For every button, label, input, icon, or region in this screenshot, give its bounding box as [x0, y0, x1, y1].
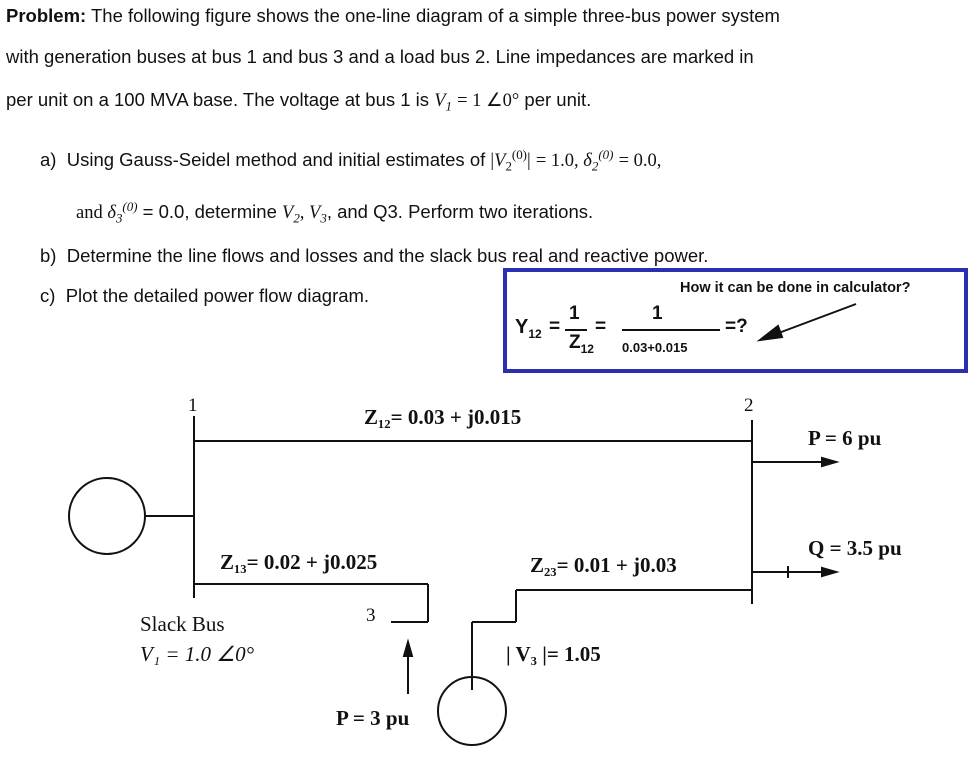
part-a-text-end: , and Q3. Perform two iterations.	[326, 201, 594, 222]
problem-label: Problem:	[6, 5, 87, 26]
load-p-label: P = 6 pu	[808, 426, 882, 450]
delta3-initial-value: = 0.0, determine	[137, 201, 283, 222]
p-gen-arrow-head	[404, 642, 412, 656]
load-q-label: Q = 3.5 pu	[808, 536, 902, 560]
z23-label: Z₂₃= 0.01 + j0.03	[530, 553, 677, 577]
equals-2: =	[595, 316, 607, 337]
z12-label: Z₁₂= 0.03 + j0.015	[364, 405, 522, 429]
part-a-and: and	[76, 203, 108, 223]
bus-3-label: 3	[366, 605, 376, 626]
slack-bus-label: Slack Bus	[140, 612, 225, 636]
delta2-initial-value: = 0.0,	[618, 151, 662, 171]
calculator-question: How it can be done in calculator?	[680, 280, 911, 296]
unknowns-v2-v3: $V_2$, $V_3$	[282, 203, 327, 226]
part-a-label: a)	[40, 149, 57, 170]
y12-symbol: $Y_{12}$	[515, 316, 542, 341]
v3-magnitude-label: | V₃ |= 1.05	[506, 642, 601, 666]
calculator-arrow-head	[760, 326, 782, 340]
v1-value: = 1 ∠0°	[457, 91, 520, 111]
numerator-1a: 1	[569, 303, 580, 324]
problem-text-3-end: per unit.	[519, 89, 592, 110]
part-b-text: Determine the line flows and losses and the slack bus real and reactive power.	[66, 245, 709, 266]
problem-text-3: per unit on a 100 MVA base. The voltage at bus 1 is	[6, 89, 435, 110]
bus-2-label: 2	[744, 395, 754, 416]
load-q-arrow-head	[822, 568, 836, 576]
slack-voltage-label: V₁ = 1.0 ∠0°	[140, 642, 255, 666]
v2-initial-value: = 1.0,	[535, 151, 584, 171]
delta2-initial: $\delta_2^{(0)}$	[583, 146, 614, 174]
problem-text-1: The following figure shows the one-line diagram of a simple three-bus power system	[91, 5, 780, 26]
delta3-initial: $\delta_3^{(0)}$	[107, 198, 138, 226]
equals-1: =	[549, 316, 561, 337]
part-c-text: Plot the detailed power flow diagram.	[65, 285, 370, 306]
numerator-1b: 1	[652, 303, 663, 324]
z12-symbol: $Z_{12}$	[569, 332, 594, 356]
v1-symbol: $V_1$	[434, 91, 452, 114]
z13-label: Z₁₃= 0.02 + j0.025	[220, 550, 378, 574]
denominator-value: 0.03+0.015	[622, 340, 688, 355]
load-p-arrow-head	[822, 458, 836, 466]
part-a-text: Using Gauss-Seidel method and initial estimates of	[66, 149, 491, 170]
bus-1-label: 1	[188, 395, 198, 416]
problem-line-2: with generation buses at bus 1 and bus 3 and a load bus 2. Line impedances are marked in	[6, 46, 754, 67]
generator-1-circle	[69, 478, 145, 554]
v2-initial: $|V_2^{(0)}|$	[490, 146, 531, 174]
part-b-label: b)	[40, 245, 57, 266]
result-question: =?	[725, 316, 748, 337]
p-gen3-label: P = 3 pu	[336, 706, 410, 730]
part-c-label: c)	[40, 285, 56, 306]
